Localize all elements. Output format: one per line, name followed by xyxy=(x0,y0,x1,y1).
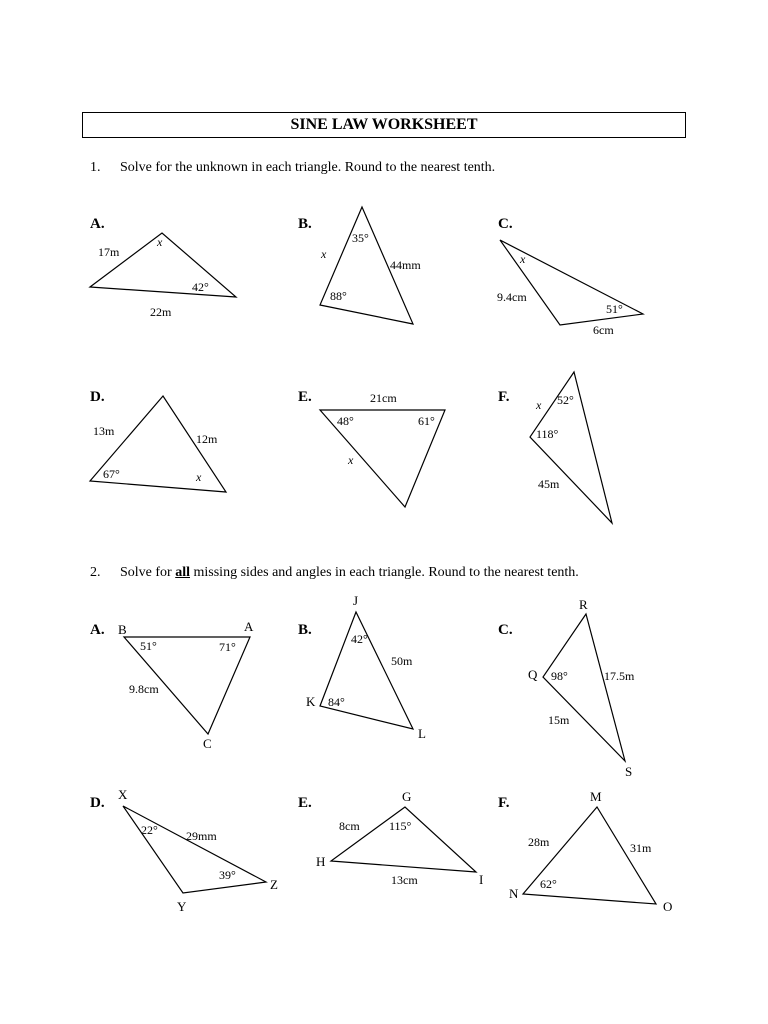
q1-c-unknown: x xyxy=(520,252,526,266)
q1-triangle-a xyxy=(90,233,236,319)
question-2-text-pre: Solve for xyxy=(120,565,176,580)
q2-f-side1: 28m xyxy=(528,835,550,849)
q2-d-vertex-y: Y xyxy=(177,899,187,914)
q2-b-vertex-j: J xyxy=(353,593,359,608)
q2-d-side: 29mm xyxy=(186,829,217,843)
q2-a-vertex-a: A xyxy=(244,619,254,634)
q2-a-vertex-b: B xyxy=(118,622,127,637)
q1-b-side: 44mm xyxy=(390,258,421,272)
q2-b-shape xyxy=(320,612,413,729)
q1-part-f-label: F. xyxy=(498,389,510,405)
q2-c-vertex-q: Q xyxy=(528,667,538,682)
q1-e-unknown-side: x xyxy=(348,453,354,467)
q1-triangle-e xyxy=(320,391,445,507)
q2-d-vertex-z: Z xyxy=(270,877,278,892)
q2-b-vertex-l: L xyxy=(418,726,426,741)
q1-c-angle: 51° xyxy=(606,302,623,316)
q1-c-side1: 9.4cm xyxy=(497,290,527,304)
q1-a-side1: 17m xyxy=(98,245,120,259)
q2-a-vertex-c: C xyxy=(203,736,212,751)
q2-c-angle: 98° xyxy=(551,669,568,683)
q2-d-angle2: 39° xyxy=(219,868,236,882)
q2-e-vertex-h: H xyxy=(316,854,326,869)
q2-triangle-b xyxy=(306,593,426,741)
q1-d-side2: 12m xyxy=(196,432,218,446)
q2-triangle-a xyxy=(118,619,254,751)
q1-part-c-label: C. xyxy=(498,216,513,232)
q1-f-unknown-angle: x xyxy=(536,398,542,412)
q1-a-unknown: x xyxy=(157,235,163,249)
q1-f-side: 45m xyxy=(538,477,560,491)
q1-a-angle: 42° xyxy=(192,280,209,294)
q1-b-angle2: 88° xyxy=(330,289,347,303)
q2-f-side2: 31m xyxy=(630,841,652,855)
question-2-emphasis: all xyxy=(175,565,190,580)
q2-f-vertex-o: O xyxy=(663,899,673,914)
q2-e-shape xyxy=(331,807,476,872)
q2-c-side2: 15m xyxy=(548,713,570,727)
q2-a-angle2: 71° xyxy=(219,640,236,654)
q2-part-b-label: B. xyxy=(298,622,312,638)
q2-part-e-label: E. xyxy=(298,795,312,811)
worksheet-title: SINE LAW WORKSHEET xyxy=(82,112,686,138)
q2-part-a-label: A. xyxy=(90,622,105,638)
q2-triangle-f xyxy=(509,789,672,914)
question-1-text: Solve for the unknown in each triangle. Round to the nearest tenth. xyxy=(120,160,496,175)
q1-b-angle1: 35° xyxy=(352,231,369,245)
q2-part-c-label: C. xyxy=(498,622,513,638)
q1-b-unknown-side: x xyxy=(321,247,327,261)
q2-d-vertex-x: X xyxy=(118,787,128,802)
q2-triangle-c xyxy=(528,597,635,779)
q2-e-side1: 8cm xyxy=(339,819,360,833)
q1-a-side2: 22m xyxy=(150,305,172,319)
q2-e-angle: 115° xyxy=(389,819,412,833)
q1-a-shape xyxy=(90,233,236,297)
q1-e-side1: 21cm xyxy=(370,391,397,405)
q2-c-shape xyxy=(543,614,625,761)
q1-part-e-label: E. xyxy=(298,389,312,405)
q1-triangle-f xyxy=(530,372,612,523)
q2-b-vertex-k: K xyxy=(306,694,316,709)
q1-d-side1: 13m xyxy=(93,424,115,438)
q1-triangle-c xyxy=(497,240,643,337)
q1-part-a-label: A. xyxy=(90,216,105,232)
q1-part-d-label: D. xyxy=(90,389,105,405)
q2-a-angle1: 51° xyxy=(140,639,157,653)
q2-f-vertex-m: M xyxy=(590,789,602,804)
q2-b-side: 50m xyxy=(391,654,413,668)
q2-triangle-d xyxy=(118,787,278,914)
q2-e-vertex-i: I xyxy=(479,872,484,887)
q2-part-d-label: D. xyxy=(90,795,105,811)
q1-c-side2: 6cm xyxy=(593,323,614,337)
q2-d-angle1: 22° xyxy=(141,823,158,837)
q1-part-b-label: B. xyxy=(298,216,312,232)
q2-d-shape xyxy=(123,806,266,893)
question-2-number: 2. xyxy=(90,565,101,580)
q2-triangle-e xyxy=(316,789,483,887)
q2-c-vertex-r: R xyxy=(579,597,588,612)
question-2-text-post: missing sides and angles in each triangle. Round to the nearest tenth. xyxy=(190,565,579,580)
q2-b-angle1: 42° xyxy=(351,632,368,646)
q2-c-side1: 17.5m xyxy=(604,669,635,683)
question-1-number: 1. xyxy=(90,160,101,175)
q2-c-vertex-s: S xyxy=(625,764,633,779)
q1-f-angle2: 118° xyxy=(536,427,559,441)
q2-e-side2: 13cm xyxy=(391,873,418,887)
q1-triangle-d xyxy=(90,396,226,492)
q1-e-angle1: 48° xyxy=(337,414,354,428)
q1-triangle-b xyxy=(320,207,421,324)
q2-f-angle: 62° xyxy=(540,877,557,891)
q1-d-angle: 67° xyxy=(103,467,120,481)
q1-d-unknown: x xyxy=(196,470,202,484)
q2-a-side: 9.8cm xyxy=(129,682,159,696)
q1-e-angle2: 61° xyxy=(418,414,435,428)
q2-e-vertex-g: G xyxy=(402,789,412,804)
q2-b-angle2: 84° xyxy=(328,695,345,709)
q2-part-f-label: F. xyxy=(498,795,510,811)
q2-f-vertex-n: N xyxy=(509,886,519,901)
q1-f-angle1: 52° xyxy=(557,393,574,407)
